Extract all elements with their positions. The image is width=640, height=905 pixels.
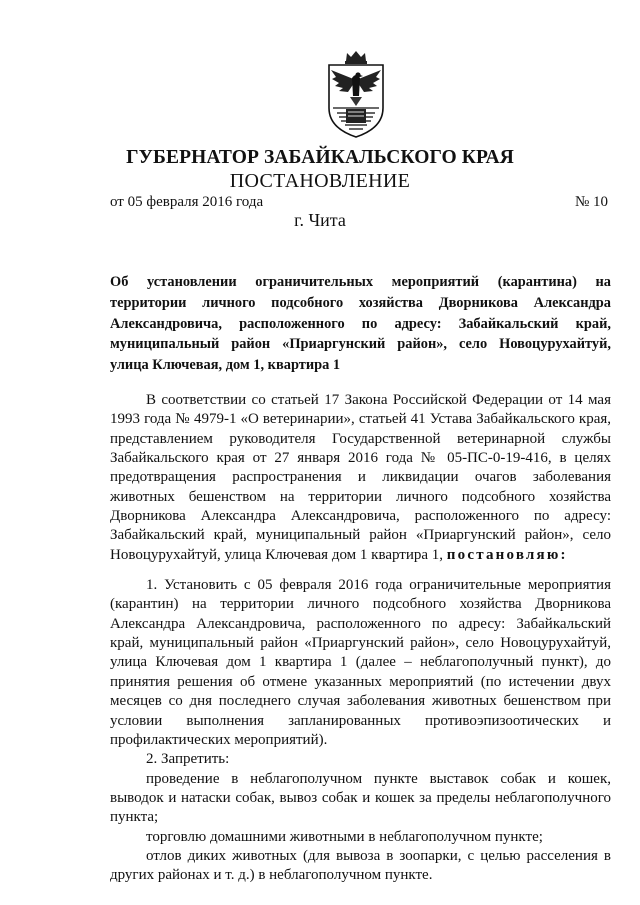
document-subject: Об установлении ограничительных мероприятий (карантина) на территории личного подсобного хозяйства Дворникова Александра Александровича, расположенного по адресу: Забайкальский край, муниципальный район «Приаргунский район», село Новоцурухайтуй, улица Ключевая, дом 1, квартира 1 [110,274,611,374]
item-2-point-3: отлов диких животных (для вывоза в зоопарки, с целью расселения в других районах и т. д.) в неблагополучном пункте. [110,847,611,884]
coat-of-arms-icon [317,50,395,140]
document-body [110,391,611,886]
issuing-authority: ГУБЕРНАТОР ЗАБАЙКАЛЬСКОГО КРАЯ [126,147,514,168]
preamble-paragraph [110,391,611,565]
item-1: 1. Установить с 05 февраля 2016 года ограничительные мероприятия (карантин) на территории личного подсобного хозяйства Дворникова Александра Александровича, расположенного по адресу: Забайкальский край, муниципальный район «Приаргунский район», село Новоцурухайтуй, улица Ключевая дом 1 квартира 1 (далее – неблагополучный пункт), до принятия решения об отмене указанных мероприятий (по истечении двух месяцев со дня последнего случая заболевания животных бешенством при условии выполнения запланированных противоэпизоотических и профилактических мероприятий). [110,577,611,748]
document-type: ПОСТАНОВЛЕНИЕ [229,170,411,192]
document-city: г. Чита [294,210,346,230]
document-date: от 05 февраля 2016 года [110,194,264,210]
item-2: 2. Запретить: [146,751,230,768]
resolve-keyword: постановляю: [446,546,568,563]
preamble-text: В соответствии со статьей 17 Закона Российской Федерации от 14 мая 1993 года № 4979-1 «О ветеринарии», статьей 41 Устава Забайкальского края, представлением руководителя Государственной ветеринарной службы Забайкальского края от 27 января 2016 года № 05-ПС-0-19-416, в целях предотвращения распространения и ликвидации очагов заболевания животных бешенством на территории личного подсобного хозяйства Дворникова Александра Александровича, расположенного по адресу: Забайкальский край, муниципальный район «Приаргунский район», село Новоцурухайтуй, улица Ключевая дом 1 квартира 1, [110,392,611,563]
item-2-point-2: торговлю домашними животными в неблагополучном пункте; [146,828,543,845]
item-2-point-1: проведение в неблагополучном пункте выставок собак и кошек, выводок и натаски собак, вывоз собак и кошек за пределы неблагополучного пункта; [110,770,611,826]
document-number: № 10 [574,194,608,210]
